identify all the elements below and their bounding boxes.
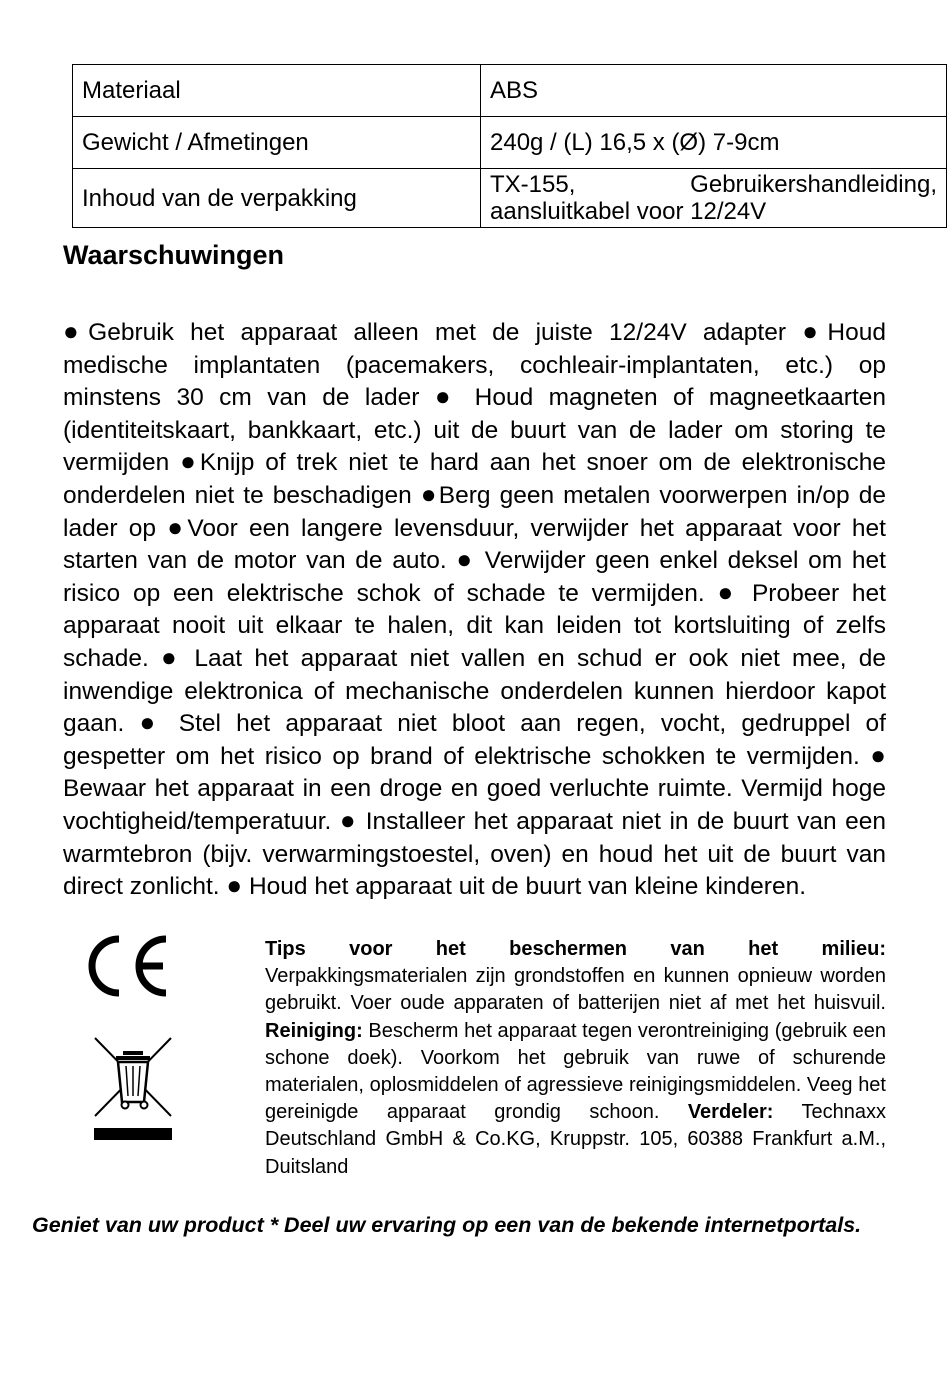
- warning-item: Houd het apparaat uit de buurt van kleine kinderen.: [248, 873, 807, 901]
- warning-item: Probeer het apparaat nooit uit elkaar te halen, dit kan leiden tot kortsluiting of zelfs schade.: [63, 579, 886, 672]
- tips-text: Verpakkingsmaterialen zijn grondstoffen en kunnen opnieuw worden gebruikt. Voer oude apparaten of batterijen niet af met het huisvuil.: [265, 965, 886, 1015]
- spec-value: ABS: [481, 65, 947, 117]
- warning-item: Houd magneten of magneetkaarten (identiteitskaart, bankkaart, etc.) uit de buurt van de lader om storing te vermijden: [63, 384, 886, 477]
- tips-heading: Tips voor het beschermen van het milieu:: [265, 938, 886, 960]
- warnings-paragraph: [63, 317, 886, 904]
- bullet-icon: ●: [717, 576, 740, 607]
- bullet-icon: ●: [139, 707, 164, 738]
- bullet-icon: ●: [161, 641, 183, 672]
- bullet-icon: ●: [870, 739, 886, 770]
- bullet-icon: ●: [802, 316, 828, 346]
- spec-row-package-contents: [73, 169, 947, 228]
- spec-value-line: aansluitkabel voor 12/24V: [490, 198, 767, 225]
- spec-table: [72, 64, 947, 228]
- spec-value: 240g / (L) 16,5 x (Ø) 7-9cm: [481, 117, 947, 169]
- spec-label: Materiaal: [73, 65, 481, 117]
- warning-item: Stel het apparaat niet bloot aan regen, vocht, gedruppel of gespetter om het risico op brand of elektrische schokken te vermijden.: [63, 710, 886, 770]
- warning-item: Verwijder geen enkel deksel om het risico op een elektrische schok of schade te vermijden.: [63, 547, 886, 607]
- crossed-out-wheelie-bin-icon: [92, 1036, 174, 1142]
- cleaning-label: Reiniging:: [265, 1019, 363, 1042]
- bullet-icon: ●: [180, 446, 200, 477]
- warning-item: Gebruik het apparaat alleen met de juiste 12/24V adapter: [88, 319, 787, 346]
- bullet-icon: ●: [339, 804, 358, 835]
- bullet-icon: ●: [456, 544, 476, 575]
- spec-row-weight-dimensions: [73, 117, 947, 169]
- bullet-icon: ●: [167, 511, 188, 542]
- environment-paragraph: [265, 936, 886, 1181]
- spec-row-material: [73, 65, 947, 117]
- closing-line: Geniet van uw product * Deel uw ervaring op een van de bekende internetportals.: [32, 1213, 862, 1237]
- spec-label: Gewicht / Afmetingen: [73, 117, 481, 169]
- warning-item: Installeer het apparaat niet in de buurt van een warmtebron (bijv. verwarmingstoestel, oven) en houd het uit de buurt van direct zonlicht.: [63, 807, 886, 901]
- bullet-icon: ●: [63, 316, 89, 346]
- spec-value: [481, 169, 947, 228]
- warnings-heading: Waarschuwingen: [63, 240, 285, 270]
- bullet-icon: ●: [226, 870, 243, 901]
- warning-item: Houd medische implantaten (pacemakers, cochleair-implantaten, etc.) op minstens 30 cm van de lader: [63, 319, 886, 412]
- warning-item: Voor een langere levensduur, verwijder het apparaat voor het starten van de motor van de auto.: [63, 514, 886, 575]
- bullet-icon: ●: [420, 478, 439, 509]
- bullet-icon: ●: [434, 381, 460, 412]
- spec-value-line: TX-155, Gebruikershandleiding,: [490, 171, 937, 198]
- cleaning-text: Bescherm het apparaat tegen verontreiniging (gebruik een schone doek). Voorkom het gebruik van ruwe of schurende materialen, oplosmiddelen of agressieve reinigingsmiddelen. Veeg het gereinigde apparaat grondig schoon.: [265, 1019, 886, 1124]
- distributor-text: Technaxx Deutschland GmbH & Co.KG, Kruppstr. 105, 60388 Frankfurt a.M., Duitsland: [265, 1101, 886, 1178]
- warning-item: Knijp of trek niet te hard aan het snoer om de elektronische onderdelen niet te beschadigen: [63, 449, 886, 509]
- warning-item: Laat het apparaat niet vallen en schud er ook niet mee, de inwendige elektronica of mechanische onderdelen kunnen hierdoor kapot gaan.: [63, 644, 886, 738]
- distributor-label: Verdeler:: [687, 1101, 774, 1124]
- warning-item: Bewaar het apparaat in een droge en goed verluchte ruimte. Vermijd hoge vochtigheid/temperatuur.: [63, 775, 886, 835]
- warning-item: Berg geen metalen voorwerpen in/op de lader op: [63, 481, 886, 542]
- spec-label: Inhoud van de verpakking: [73, 169, 481, 228]
- ce-mark-icon: [86, 934, 172, 998]
